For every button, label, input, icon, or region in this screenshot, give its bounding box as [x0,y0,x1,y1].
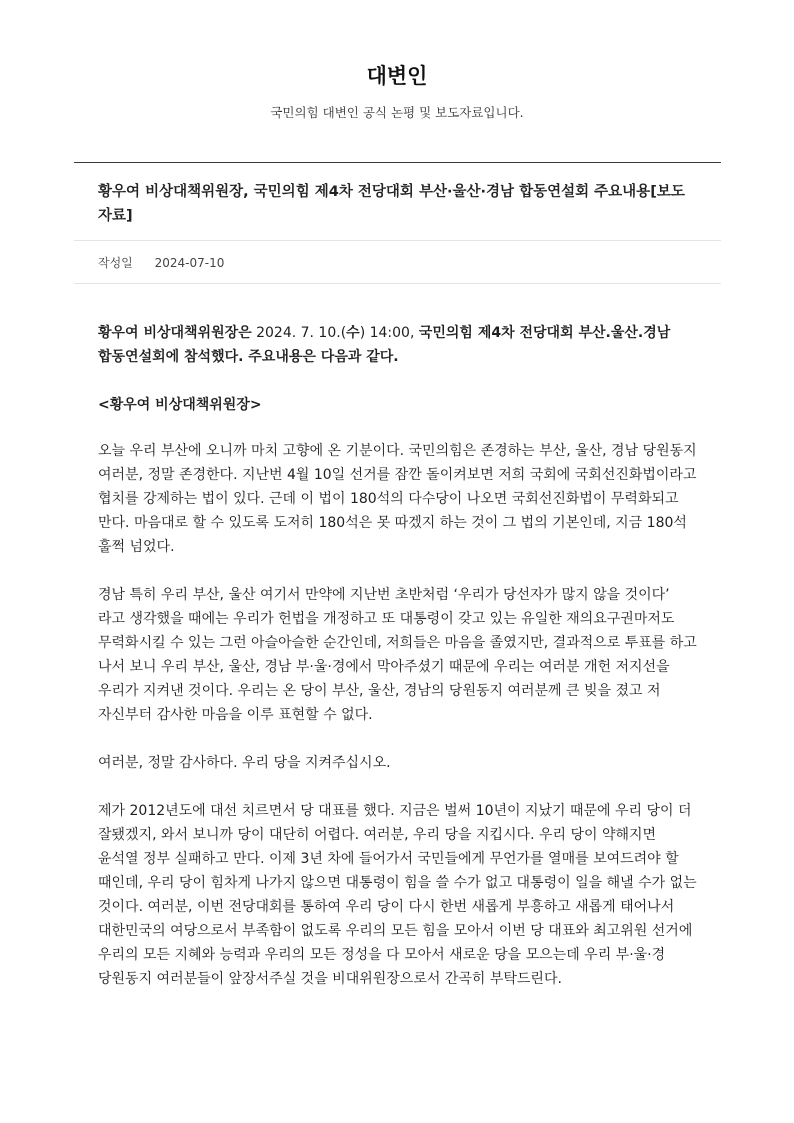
article-body [98,321,698,1015]
section-heading: <황우여 비상대책위원장> [98,397,262,413]
body-paragraph: 여러분, 정말 감사하다. 우리 당을 지켜주십시오. [98,755,391,771]
lead-bold-subject: 황우여 비상대책위원장은 [98,325,252,341]
header-divider [74,162,721,163]
site-title[interactable]: 대변인 [366,64,428,88]
body-paragraph: 경남 특히 우리 부산, 울산 여기서 만약에 지난번 초반처럼 ‘우리가 당선자가 많지 않을 것이다’ 라고 생각했을 때에는 우리가 헌법을 개정하고 또 대통령이 갖고 있는 유일한 재의요구권마저도 무력화시킬 수 있는 그런 아슬아슬한 순간인데, 저희들은 마음을 졸였지만, 결과적으로 투표를 하고 나서 보니 우리 부산, 울산, 경남 부·울·경에서 막아주셨기 때문에 우리는 여러분 개헌 저지선을 우리가 지켜낸 것이다. 우리는 온 당이 부산, 울산, 경남의 당원동지 여러분께 큰 빚을 졌고 저 자신부터 감사한 마음을 이루 표현할 수 없다. [98,587,697,723]
lead-weekday: 수 [346,325,360,341]
lead-paragraph [98,321,698,369]
post-date: 2024-07-10 [154,256,225,270]
site-description: 국민의힘 대변인 공식 논평 및 보도자료입니다. [270,105,524,120]
lead-bold-summary: 국민의힘 제4차 전당대회 부산.울산.경남 합동연설회에 참석했다. 주요내용은 다음과 같다. [98,325,671,365]
post-meta [98,254,224,271]
lead-date: 2024. 7. 10.( [251,325,347,341]
post-title: 황우여 비상대책위원장, 국민의힘 제4차 전당대회 부산·울산·경남 합동연설회 주요내용[보도자료] [98,184,685,224]
meta-divider [74,283,721,284]
body-paragraph: 제가 2012년도에 대선 치르면서 당 대표를 했다. 지금은 벌써 10년이 지났기 때문에 우리 당이 더 잘됐겠지, 와서 보니까 당이 대단히 어렵다. 여러분, 우리 당을 지킵시다. 우리 당이 약해지면 윤석열 정부 실패하고 만다. 이제 3년 차에 들어가서 국민들에게 무언가를 열매를 보여드려야 할 때인데, 우리 당이 힘차게 나가지 않으면 대통령이 힘을 쓸 수가 없고 대통령이 일을 해낼 수가 없는 것이다. 여러분, 이번 전당대회를 통하여 우리 당이 다시 한번 새롭게 부흥하고 새롭게 태어나서 대한민국의 여당으로서 부족함이 없도록 우리의 모든 힘을 모아서 이번 당 대표와 최고위원 선거에 우리의 모든 지혜와 능력과 우리의 모든 정성을 다 모아서 새로운 당을 모으는데 우리 부·울·경 당원동지 여러분들이 앞장서주실 것을 비대위원장으로서 간곡히 부탁드린다. [98,803,697,987]
date-label: 작성일 [98,256,133,270]
title-divider [74,240,721,241]
body-paragraph: 오늘 우리 부산에 오니까 마치 고향에 온 기분이다. 국민의힘은 존경하는 부산, 울산, 경남 당원동지 여러분, 정말 존경한다. 지난번 4월 10일 선거를 잠깐 돌이켜보면 저희 국회에 국회선진화법이라고 협치를 강제하는 법이 있다. 근데 이 법이 180석의 다수당이 나오면 국회선진화법이 무력화되고 만다. 마음대로 할 수 있도록 도저히 180석은 못 따겠지 하는 것이 그 법의 기본인데, 지금 180석 훌쩍 넘었다. [98,443,697,555]
lead-time: ) 14:00, [359,325,419,341]
